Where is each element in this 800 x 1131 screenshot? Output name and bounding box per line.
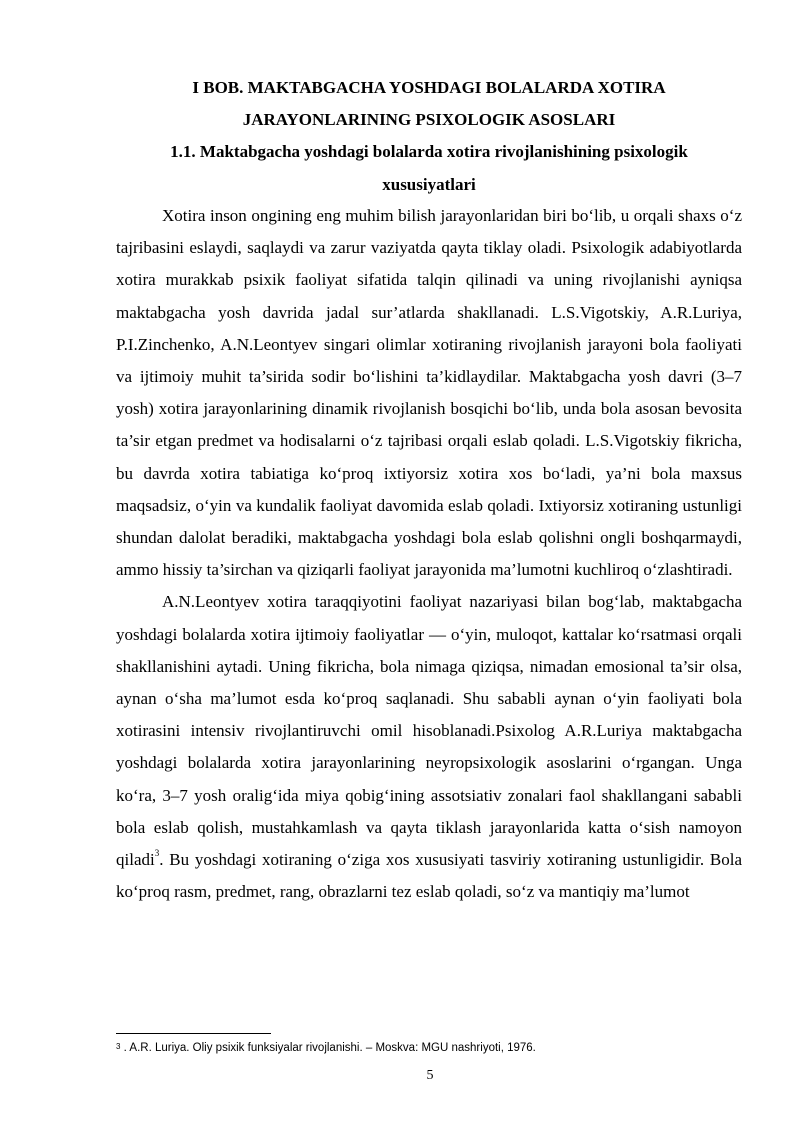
paragraph-2-continuation: . Bu yoshdagi xotiraning o‘ziga xos xususiyati tasviriy xotiraning ustunligidir. Bola ko‘proq rasm, predmet, rang, obrazlarni tez eslab qoladi, so‘z va mantiqiy ma’lumot bbox=[116, 850, 742, 902]
heading-block bbox=[116, 72, 742, 201]
footnote-marker: 3 bbox=[116, 1042, 121, 1051]
footnote-reference[interactable]: 3 bbox=[154, 848, 160, 859]
section-title-line-2: xususiyatlari bbox=[382, 174, 476, 194]
footnote-text: . A.R. Luriya. Oliy psixik funksiyalar rivojlanishi. – Moskva: MGU nashriyoti, 1976. bbox=[120, 1042, 536, 1054]
paragraph-2-main: A.N.Leontyev xotira taraqqiyotini faoliyat nazariyasi bilan bog‘lab, maktabgacha yoshdagi bolalarda xotira ijtimoiy faoliyatlar — o‘yin, muloqot, kattalar ko‘rsatmasi orqali shakllanishini aytadi. Uning fikricha, bola nimaga qiziqsa, nimadan emosional ta’sir olsa, aynan o‘sha ma’lumot esda ko‘proq saqlanadi. Shu sababli aynan o‘yin faoliyati bola xotirasini intensiv rivojlantiruvchi omil hisoblanadi.Psixolog A.R.Luriya maktabgacha yoshdagi bolalarda xotira jarayonlarining neyropsixologik asoslarini o‘rgangan. Unga ko‘ra, 3–7 yosh oralig‘ida miya qobig‘ining assotsiativ zonalari faol shakllangani sababli bola eslab qolish, mustahkamlash va qayta tiklash jarayonlarida katta o‘sish namoyon qiladi bbox=[116, 592, 742, 870]
footnote bbox=[116, 1040, 742, 1056]
body-text bbox=[116, 200, 742, 908]
paragraph-1: Xotira inson ongining eng muhim bilish jarayonlaridan biri bo‘lib, u orqali shaxs o‘z tajribasini eslaydi, saqlaydi va zarur vaziyatda qayta tiklay oladi. Psixologik adabiyotlarda xotira murakkab psixik faoliyat sifatida talqin qilinadi va uning rivojlanishi ayniqsa maktabgacha yosh davrida jadal sur’atlarda shakllanadi. L.S.Vigotskiy, A.R.Luriya, P.I.Zinchenko, A.N.Leontyev singari olimlar xotiraning rivojlanish jarayoni bola faoliyati va ijtimoiy muhit ta’sirida sodir bo‘lishini ta’kidlaydilar. Maktabgacha yosh davri (3–7 yosh) xotira jarayonlarining dinamik rivojlanish bosqichi bo‘lib, unda bola asosan bevosita ta’sir etgan predmet va hodisalarni o‘z tajribasi orqali eslab qoladi. L.S.Vigotskiy fikricha, bu davrda xotira tabiatiga ko‘proq ixtiyorsiz xotira xos bo‘ladi, ya’ni bola maxsus maqsadsiz, o‘yin va kundalik faoliyat davomida eslab qoladi. Ixtiyorsiz xotiraning ustunligi shundan dalolat beradiki, maktabgacha yoshdagi bola eslab qolishni ongli boshqarmaydi, ammo hissiy ta’sirchan va qiziqarli faoliyat jarayonida ma’lumotni kuchliroq o‘zlashtiradi. bbox=[116, 206, 742, 580]
chapter-title-line-1: I BOB. MAKTABGACHA YOSHDAGI BOLALARDA XOTIRA bbox=[192, 78, 666, 97]
footnote-divider bbox=[116, 1033, 271, 1034]
section-title-line-1: 1.1. Maktabgacha yoshdagi bolalarda xotira rivojlanishining psixologik bbox=[170, 142, 688, 162]
paragraph-2 bbox=[116, 586, 742, 908]
page-number: 5 bbox=[426, 1068, 434, 1083]
chapter-title-line-2: JARAYONLARINING PSIXOLOGIK ASOSLARI bbox=[242, 110, 616, 130]
